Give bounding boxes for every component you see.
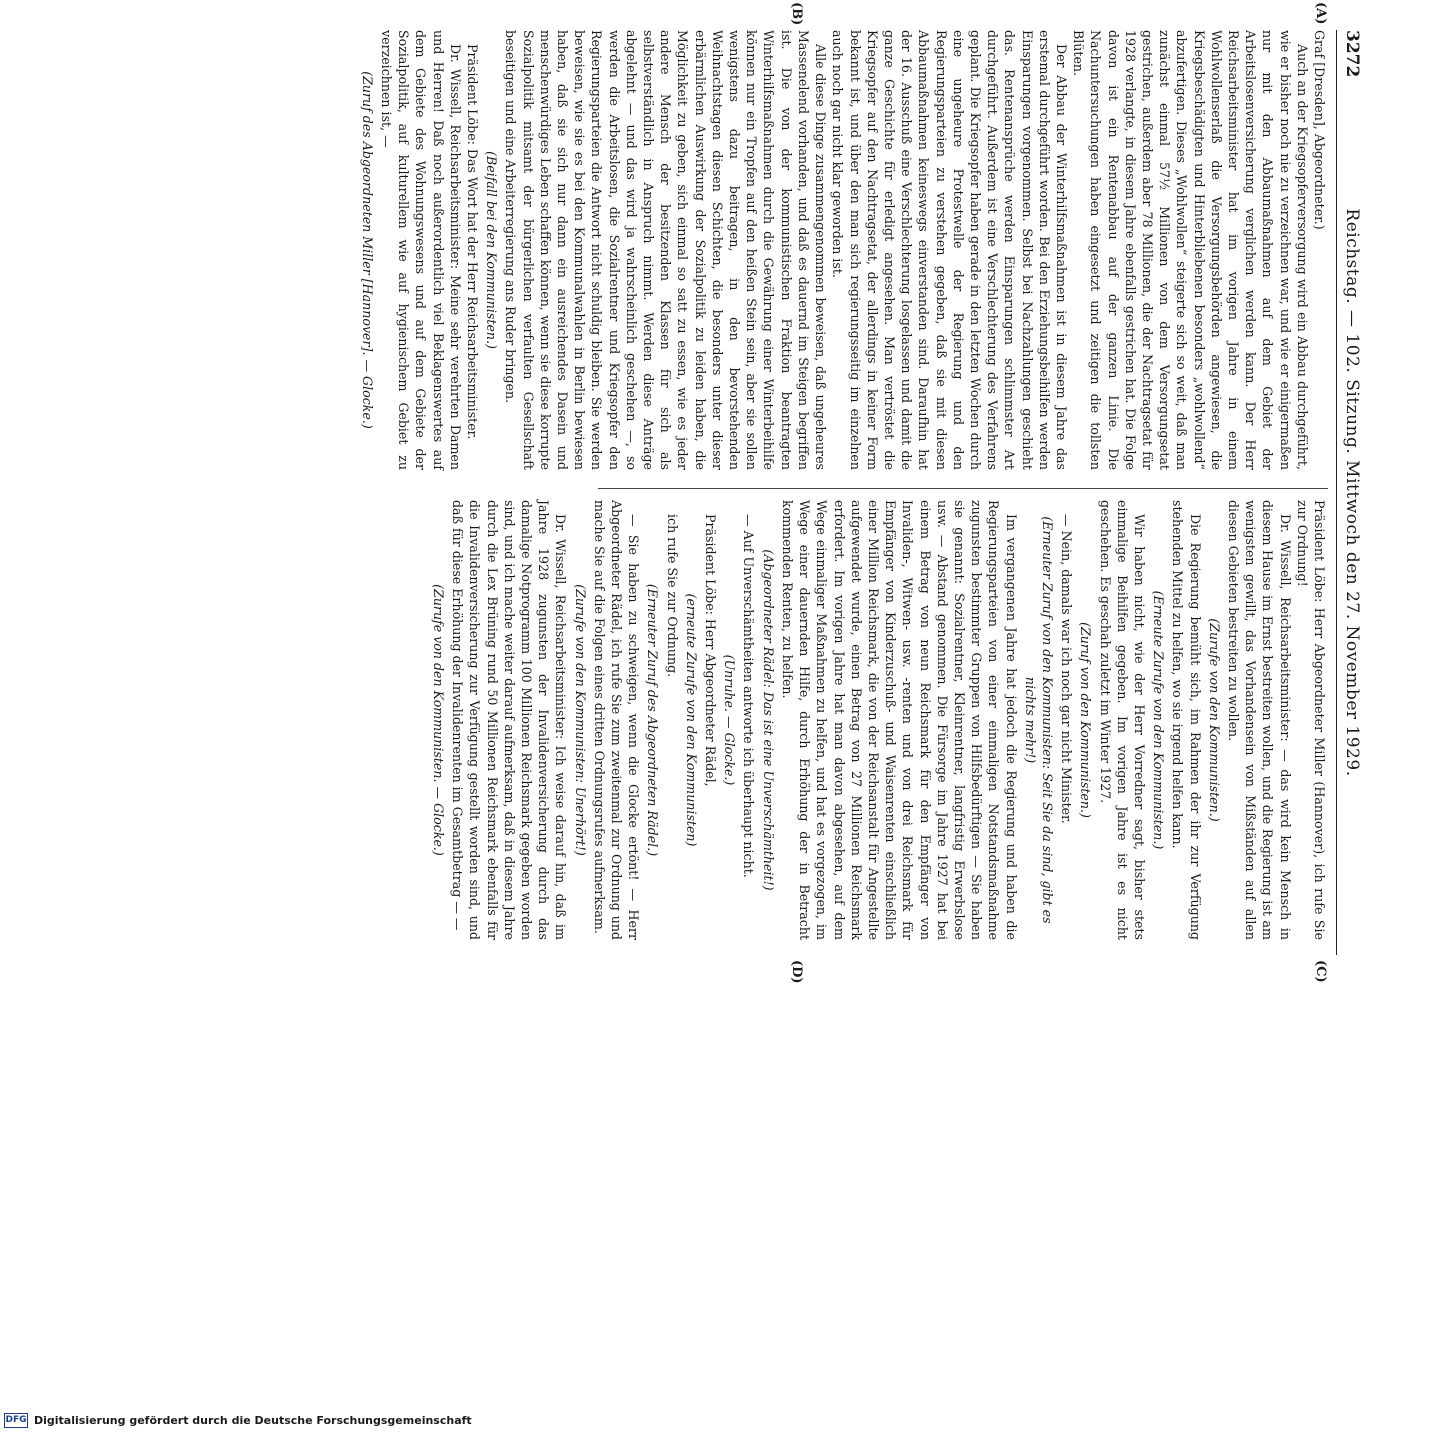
paragraph: Dr. Wissell, Reichsarbeitsminister: Meine sehr verehrten Damen und Herren! Daß noch außerordentlich viel Beklagenswertes auf dem Gebiete des Wohnungswesens und auf dem Gebiete der Sozialpolitik, auf kulturellem wie auf hygienischem Gebiet zu verzeichnen ist, — xyxy=(379,30,463,470)
interjection: (Beifall bei den Kommunisten.) xyxy=(484,151,500,349)
column-divider xyxy=(598,488,1328,489)
running-title: Reichstag. — 102. Sitzung. Mittwoch den 27. November 1929. xyxy=(1342,208,1362,777)
interjection: (Zuruf des Abgeordneten Miller [Hannover]. — Glocke.) xyxy=(359,71,375,429)
interjection: (Abgeordneter Rädel: Das ist eine Unverschämtheit!) xyxy=(760,549,776,891)
paragraph: Der Abbau der Winterhilfsmaßnahmen ist in diesem Jahre das erstemal durchgeführt worden. Bei den Erziehungsbeihilfen werden Einsparungen vorgenommen. Selbst bei Nachzahlungen geschieht das. Rentenansprüche werden Einsparungen schlimmster Art durchgeführt. Außerdem ist eine Verschlechterung des Verfahrens geplant. Die Kriegsopfer haben gerade in den letzten Wochen durch eine ungeheure Protestwelle der Regierung und den Regierungsparteien zu verstehen gegeben, daß sie mit diesen Abbaumaßnahmen keineswegs einverstanden sind. Daraufhin hat der 16. Ausschuß eine Verschlechterung losgelassen und damit die ganze Geschichte für erledigt angesehen. Man vertröstet die Kriegsopfer auf den Nachtragsetat, der allerdings in keiner Form bekannt ist, und über den man sich regierungsseitig im einzelnen auch noch gar nicht klar geworden ist. xyxy=(830,30,1069,470)
paragraph: Wir haben nicht, wie der Herr Vorredner sagt, bisher stets einmalige Beihilfen gegeben. Im vorigen Jahre ist es nicht geschehen. Es geschah zuletzt im Winter 1927. xyxy=(1097,500,1147,940)
interjection: (Erneuter Zuruf des Abgeordneten Rädel.) xyxy=(645,583,661,857)
header-rule xyxy=(1336,30,1337,955)
paragraph: Die Regierung bemüht sich, im Rahmen der ihr zur Verfügung stehenden Mittel zu helfen, wo sie irgend helfen kann. xyxy=(1170,500,1203,940)
interjection: (Zurufe von den Kommunisten. — Glocke.) xyxy=(431,584,447,856)
interjection: (Unruhe. — Glocke.) xyxy=(722,654,738,786)
interjection: (Zurufe von den Kommunisten.) xyxy=(1206,618,1222,822)
dfg-logo: DFG xyxy=(4,1413,28,1428)
footer-credit: Digitalisierung gefördert durch die Deutsche Forschungsgemeinschaft xyxy=(34,1413,472,1427)
paragraph: Graf [Dresden], Abgeordneter.) xyxy=(1312,30,1327,230)
interjection: (Erneuter Zuruf von den Kommunisten: Seit Sie da sind, gibt es nichts mehr!) xyxy=(1022,516,1055,924)
paragraph: Präsident Löbe: Herr Abgeordneter Miller (Hannover), ich rufe Sie zur Ordnung! xyxy=(1294,500,1327,940)
margin-marker-d: (D) xyxy=(789,960,804,984)
paragraph: Präsident Löbe: Das Wort hat der Herr Reichsarbeitsminister. xyxy=(465,44,481,440)
interjection: (Zurufe von den Kommunisten: Unerhört!) xyxy=(572,584,588,856)
paragraph: Alle diese Dinge zusammengenommen beweisen, daß ungeheures Massenelend vorhanden, und daß es dauernd im Steigen begriffen ist. Die von der kommunistischen Fraktion beantragten Winterhilfsmaßnahmen durch die Gewährung einer Winterbeihilfe können nur ein Tropfen auf den heißen Stein sein, aber sie sollen wenigstens dazu beitragen, in den bevorstehenden Weihnachtstagen diesen Schichten, die besonders unter dieser erbärmlichen Auswirkung der Sozialpolitik zu leiden haben, die Möglichkeit zu geben, sich einmal so satt zu essen, wie es jeder andere Mensch der besitzenden Klassen für sich als selbstverständlich in Anspruch nimmt. Werden diese Anträge abgelehnt — und das wird ja wahrscheinlich geschehen —, so werden die Arbeitslosen, die Sozialrentner und Kriegsopfer den Regierungsparteien die Antwort nicht schuldig bleiben. Sie werden beweisen, wie sie es bei den Kommunalwahlen in Berlin bewiesen haben, daß sie sich nur dann ein ausreichendes Dasein und menschenwürdiges Leben schaffen können, wenn sie diese korrupte Sozialpolitik mitsamt der bürgerlichen verfaulten Gesellschaft beseitigen und eine Arbeiterregierung ans Ruder bringen. xyxy=(503,30,829,470)
interjection: (Erneute Zurufe von den Kommunisten.) xyxy=(1151,590,1167,850)
paragraph: ich rufe Sie zur Ordnung. xyxy=(664,514,680,678)
interjection: (Zuruf von den Kommunisten.) xyxy=(1078,622,1094,818)
paragraph: — Sie haben zu schweigen, wenn die Glocke ertönt! — Herr Abgeordneter Rädel, ich rufe Sie zum zweitenmal zur Ordnung und mache Sie auf die Folgen eines dritten Ordnungsrufes aufmerksam. xyxy=(591,500,642,940)
margin-marker-b: (B) xyxy=(789,2,804,26)
margin-marker-c: (C) xyxy=(1313,960,1328,983)
page-header xyxy=(1338,30,1364,955)
scanned-sheet xyxy=(134,2,1364,984)
interjection: (erneute Zurufe von den Kommunisten) xyxy=(683,593,699,847)
paragraph: Dr. Wissell, Reichsarbeitsminister: — das wird kein Mensch in diesem Hause im Ernst bestreiten wollen, und die Regierung ist am wenigsten gewillt, das Vorhandensein von Mißständen auf allen diesen Gebieten bestreiten zu wollen. xyxy=(1225,500,1293,940)
paragraph: Präsident Löbe: Herr Abgeordneter Rädel, xyxy=(703,514,719,787)
right-column xyxy=(428,500,1328,940)
left-column xyxy=(357,30,1328,470)
margin-marker-a: (A) xyxy=(1313,2,1328,25)
paragraph: Dr. Wissell, Reichsarbeitsminister: Ich weise darauf hin, daß im Jahre 1928 zugunsten der Invalidenversicherung durch das damalige Notprogramm 100 Millionen Reichsmark gegeben worden sind, und ich mache weiter darauf aufmerksam, daß in diesem Jahre durch die Lex Brüning rund 50 Millionen Reichsmark ebenfalls für die Invalidenversicherung zur Verfügung gestellt worden sind, und daß für diese Erhöhung der Invalidenrenten im Gesamtbetrag — — xyxy=(450,500,569,940)
paragraph: — Nein, damals war ich noch gar nicht Minister. xyxy=(1059,514,1075,824)
paragraph: Im vergangenen Jahre hat jedoch die Regierung und haben die Regierungsparteien von einer einmaligen Notstandsmaßnahme zugunsten bestimmter Gruppen von Hilfsbedürftigen — Sie haben sie genannt: Sozialrentner, Kleinrentner, langfristig Erwerbslose usw. — Abstand genommen. Die Fürsorge im Jahre 1927 hat bei einem Betrag von neun Reichsmark für den Empfänger von Invaliden-, Witwen- usw. -renten und von drei Reichsmark für Empfänger von Kinderzuschuß- und Waisenrenten einschließlich einer Million Reichsmark, die von der Reichsanstalt für Angestellte aufgewendet wurde, einen Betrag von 27 Millionen Reichsmark erfordert. Im vorigen Jahre hat man davon abgesehen, auf dem Wege einmaliger Maßnahmen zu helfen, und hat es vorgezogen, im Wege einer dauernden Hilfe, durch Erhöhung der in Betracht kommenden Renten, zu helfen. xyxy=(779,500,1019,940)
page-number: 3272 xyxy=(1342,30,1362,78)
digitization-footer xyxy=(0,1408,1000,1432)
paragraph: Auch an der Kriegsopferversorgung wird ein Abbau durchgeführt, wie er bisher noch nie zu verzeichnen war, und wie er einigermaßen nur mit den Abbaumaßnahmen auf dem Gebiet der Arbeitslosenversicherung verglichen werden kann. Der Herr Reichsarbeitsminister hat im vorigen Jahre in einem Wohlwollenserlaß die Versorgungsbehörden angewiesen, die Kriegsbeschädigten und Hinterbliebenen besonders „wohlwollend“ abzufertigen. Dieses „Wohlwollen“ steigerte sich so weit, daß man zunächst einmal 57½ Millionen von dem Versorgungsetat gestrichen, außerdem aber 78 Millionen, die der Nachtragsetat für 1928 verlangte, in diesem Jahre ebenfalls gestrichen hat. Die Folge davon ist ein Rentenabbau auf der ganzen Linie. Die Nachuntersuchungen haben eingesetzt und zeitigen die tollsten Blüten. xyxy=(1071,30,1310,470)
paragraph: — Auf Unverschämtheiten antworte ich überhaupt nicht. xyxy=(741,514,757,878)
